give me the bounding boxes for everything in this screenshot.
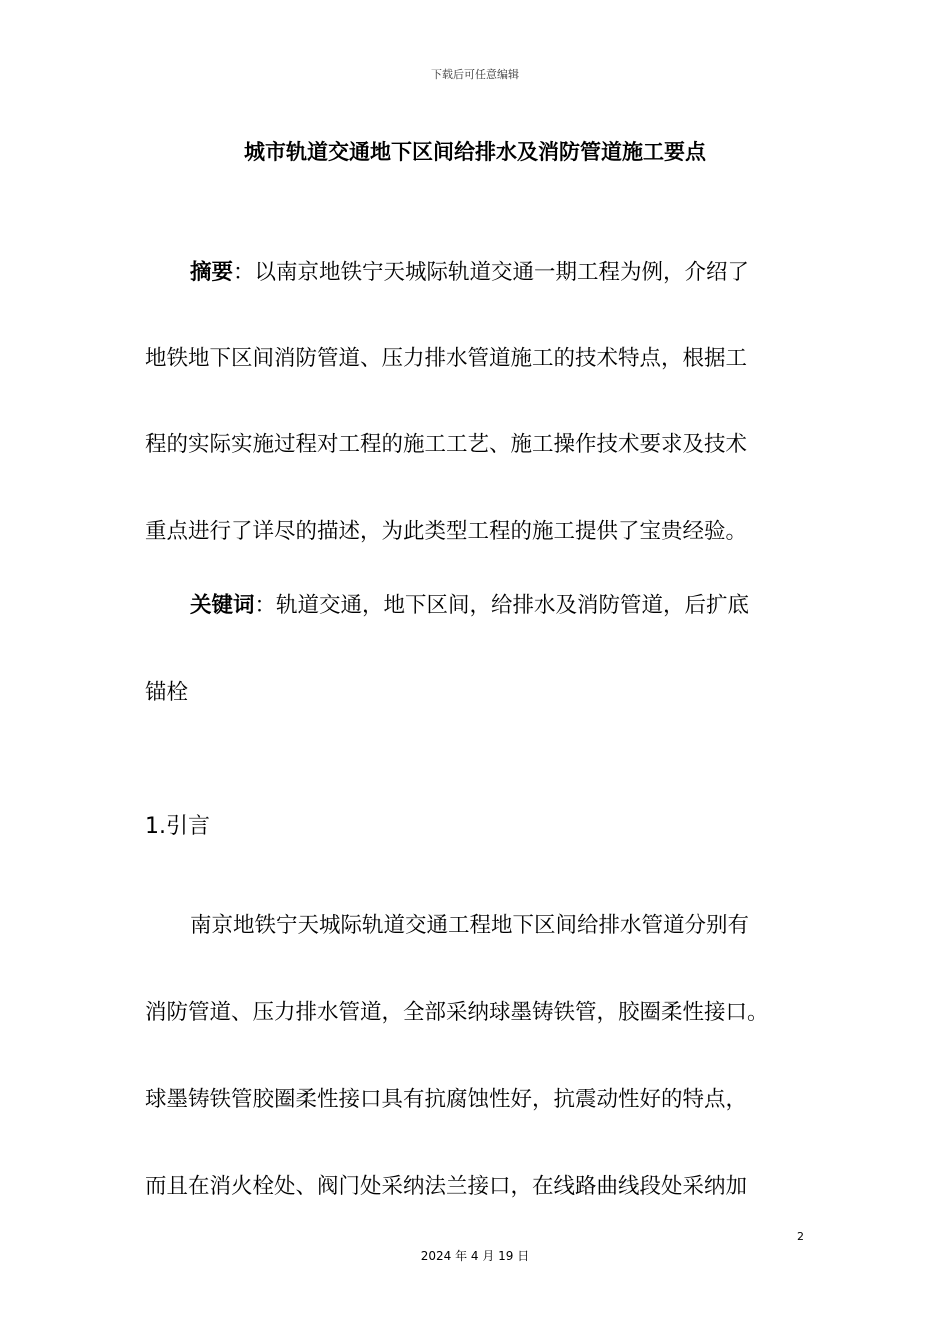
section-line-4: 而且在消火栓处、阀门处采纳法兰接口，在线路曲线段处采纳加 (145, 1174, 748, 1199)
abstract-text: ：以南京地铁宁天城际轨道交通一期工程为例，介绍了 (233, 260, 750, 285)
keywords-text: ：轨道交通，地下区间，给排水及消防管道，后扩底 (254, 593, 750, 618)
footer-date: 2024 年 4 月 19 日 (420, 1249, 530, 1263)
section-line-1: 南京地铁宁天城际轨道交通工程地下区间给排水管道分别有 (190, 913, 750, 938)
abstract-line-3: 程的实际实施过程对工程的施工工艺、施工操作技术要求及技术 (145, 432, 748, 457)
abstract-label: 摘要 (190, 260, 234, 285)
section-line-3: 球墨铸铁管胶圈柔性接口具有抗腐蚀性好，抗震动性好的特点， (145, 1087, 748, 1112)
page-number: 2 (797, 1230, 804, 1243)
abstract-line-4: 重点进行了详尽的描述，为此类型工程的施工提供了宝贵经验。 (145, 519, 748, 544)
abstract-line-1 (190, 258, 850, 288)
section-line-2: 消防管道、压力排水管道，全部采纳球墨铸铁管，胶圈柔性接口。 (145, 1000, 769, 1025)
keywords-label: 关键词 (190, 593, 255, 618)
keywords-line-1 (190, 591, 850, 621)
header-note: 下载后可任意编辑 (431, 68, 519, 81)
document-title: 城市轨道交通地下区间给排水及消防管道施工要点 (244, 140, 706, 164)
abstract-line-2: 地铁地下区间消防管道、压力排水管道施工的技术特点，根据工 (145, 346, 748, 371)
keywords-line-2: 锚栓 (145, 680, 189, 705)
section-heading: 1.引言 (145, 814, 210, 839)
